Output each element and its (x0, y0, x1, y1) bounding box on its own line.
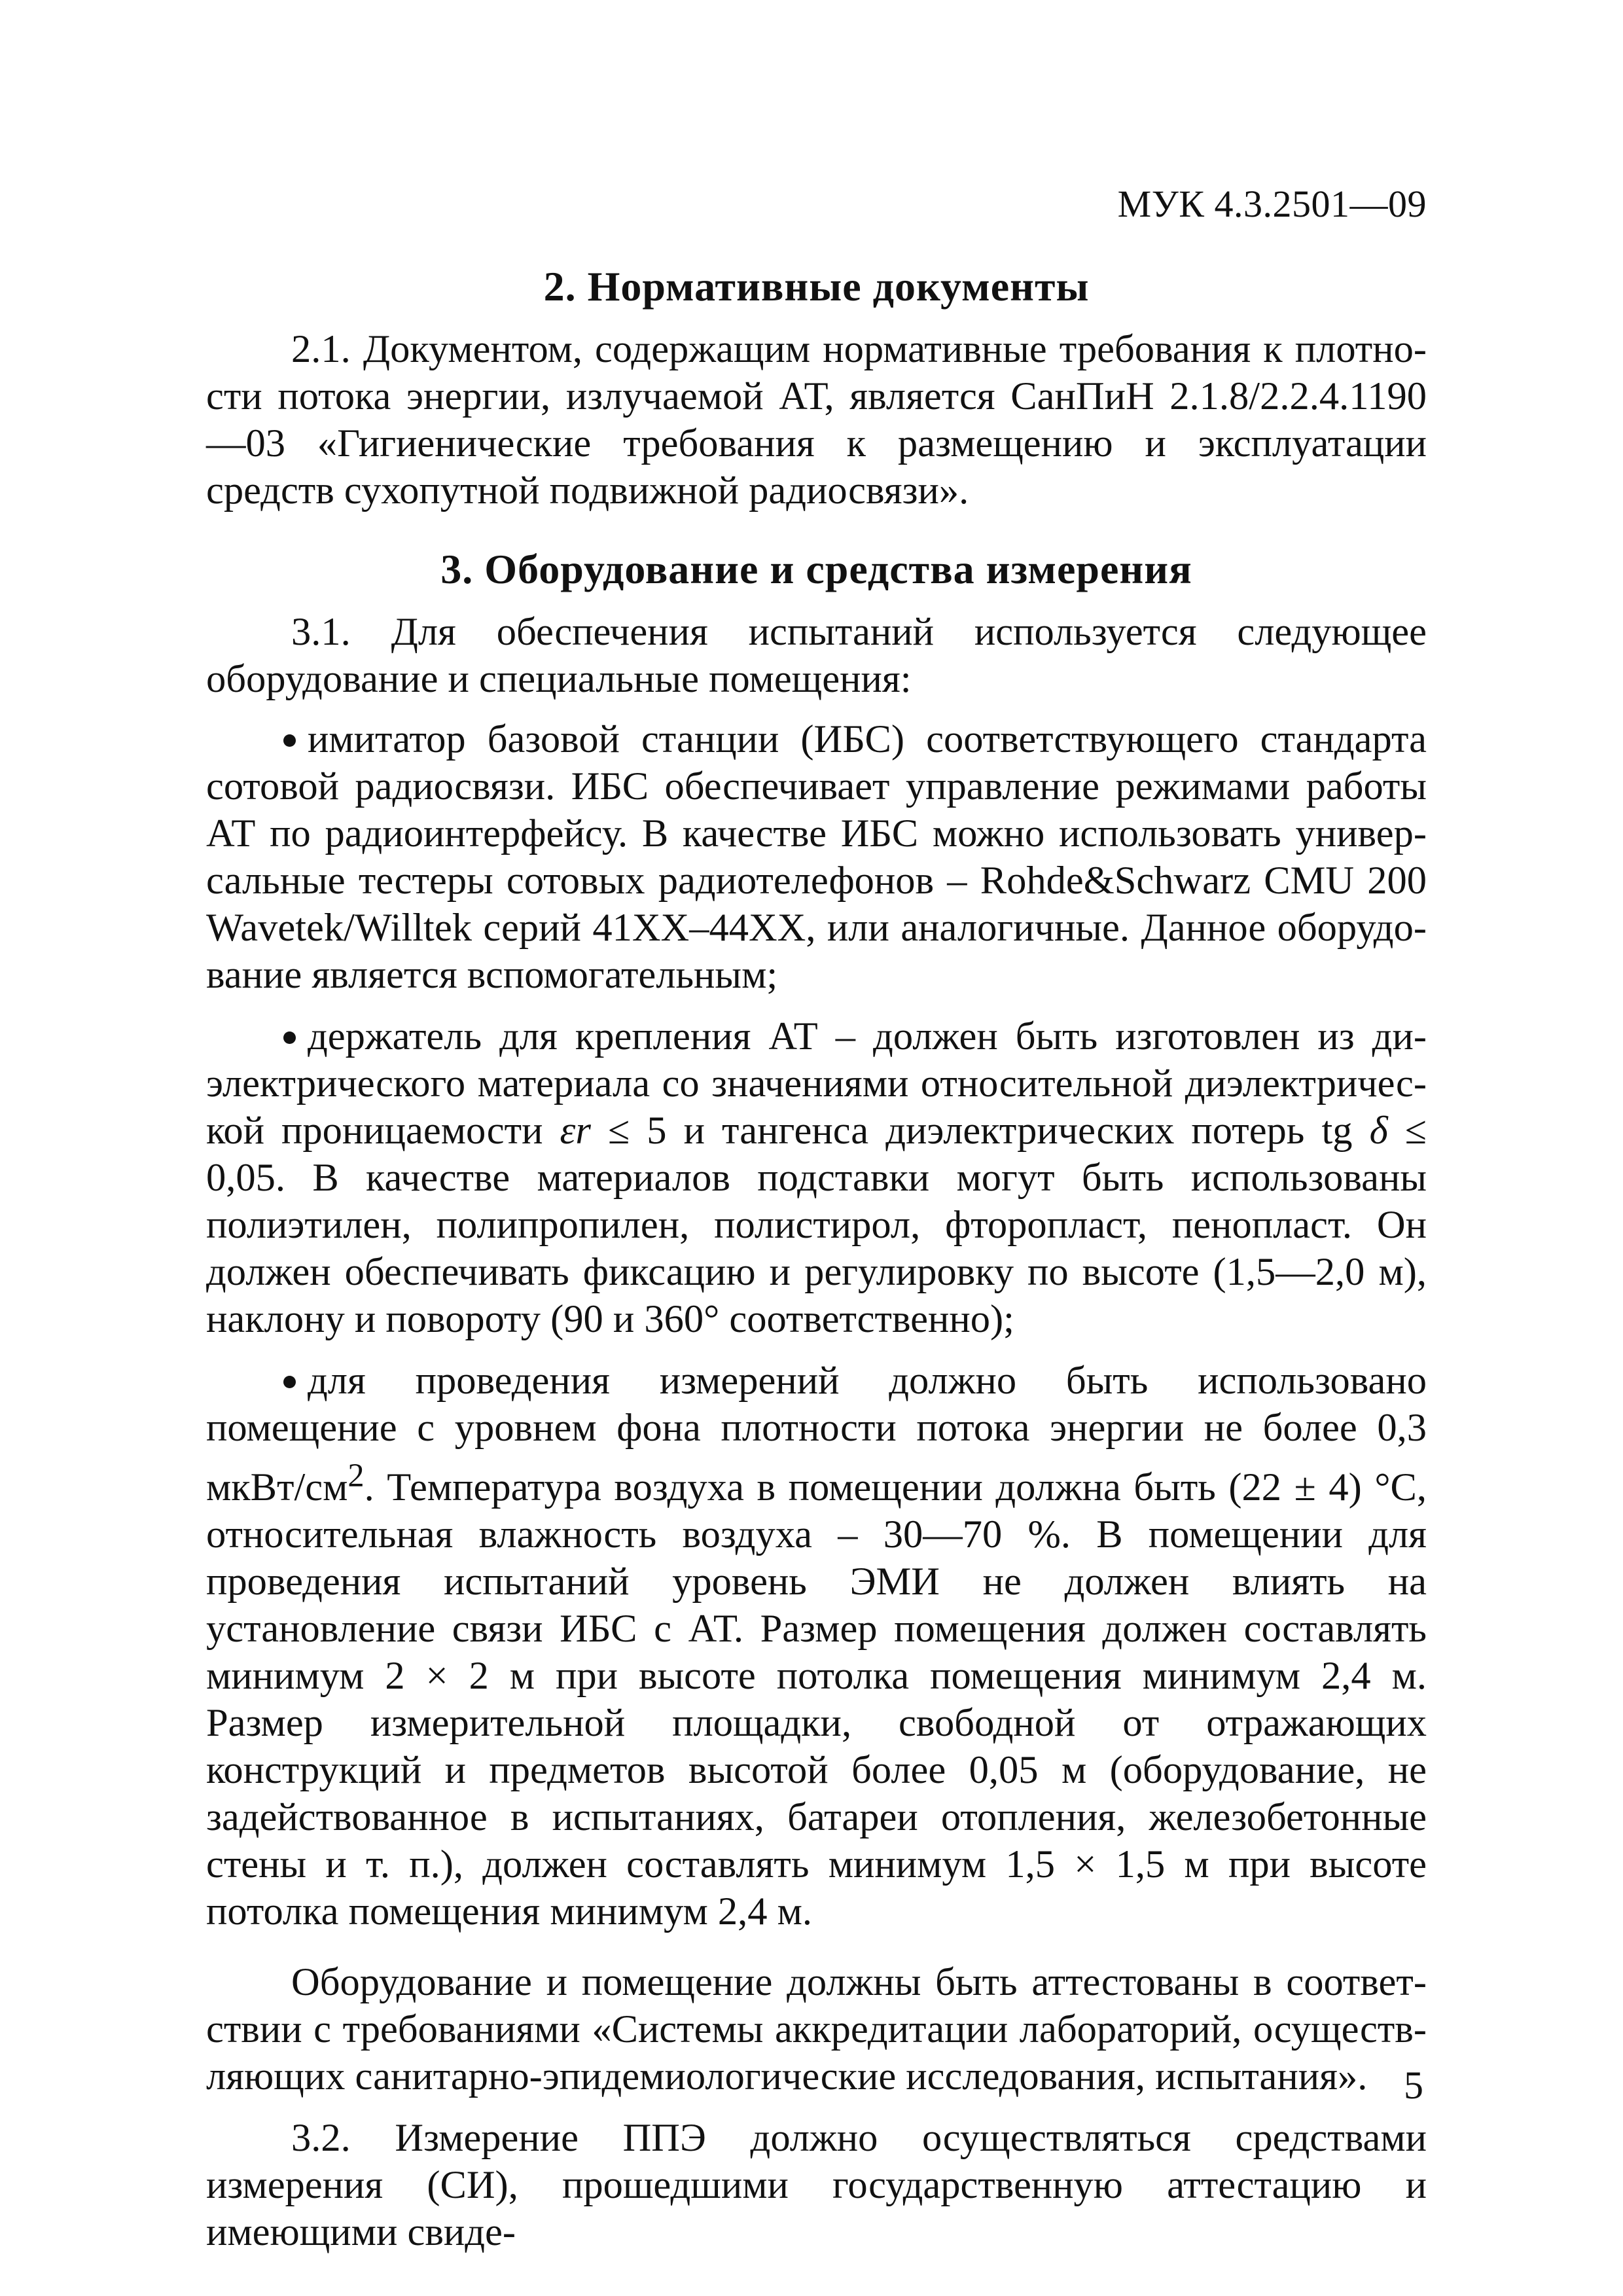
paragraph-2-1: 2.1. Документом, содержащим нормативные требования к плотности потока энергии, излучаемой АТ, является СанПиН 2.1.8/2.2.4.1190—03 «Гигиенические требования к размещению и эксплуатации средств сухопутной подвижной радиосвязи». (206, 327, 1427, 512)
bullet-icon (283, 734, 296, 747)
list-item (206, 1357, 1427, 1935)
list-item-text: . Температура воздуха в помещении должна быть (22 ± 4) °С, относительная влажность воздуха – 30—70 %. В помещении для проведения испытаний уровень ЭМИ не должен влиять на установление связи ИБС с АТ. Размер помещения должен составлять минимум 2 × 2 м при высоте потолка помещения минимум 2,4 м. Размер измерительной площадки, свободной от отражающих конструкций и предметов высотой более 0,05 м (оборудование, не задействованное в испытаниях, батареи отопления, железобетонные стены и т. п.), должен составлять минимум 1,5 × 1,5 м при высоте потолка помещения минимум 2,4 м. (206, 1465, 1427, 1934)
epsilon-symbol: εr (560, 1109, 591, 1153)
document-code-header: МУК 4.3.2501—09 (1117, 183, 1427, 225)
section-2-title: 2. Нормативные документы (543, 263, 1090, 310)
bullet-icon (283, 1031, 296, 1044)
list-item (206, 1013, 1427, 1343)
paragraph-accreditation: Оборудование и помещение должны быть аттестованы в соответствии с требованиями «Системы аккредитации лабораторий, осуществляющих санитарно-эпидемиологические исследования, испытания». (206, 1960, 1427, 2099)
paragraph-3-1: 3.1. Для обеспечения испытаний используется следующее оборудование и специальные помещения: (206, 610, 1427, 701)
delta-symbol: δ (1369, 1109, 1388, 1153)
list-item-text: имитатор базовой станции (ИБС) соответствующего стандарта сотовой радиосвязи. ИБС обеспечивает управление режимами работы АТ по радиоинтерфейсу. В качестве ИБС можно использовать универсальные тестеры сотовых радиотелефонов – Rohde&Schwarz CMU 200 Wavetek/Willtek серий 41XX–44XX, или аналогичные. Данное оборудование является вспомогательным; (206, 717, 1427, 997)
list-item-text: ≤ 5 и тангенса диэлектрических потерь tg (590, 1109, 1370, 1153)
list-item-text: ≤ 0,05. В качестве материалов подставки могут быть использованы полиэтилен, полипропилен, полистирол, фторопласт, пенопласт. Он должен обеспечивать фиксацию и регулировку по высоте (1,5—2,0 м), наклону и повороту (90 и 360° соответственно); (206, 1109, 1427, 1341)
list-item-text: держатель для крепления АТ – должен быть изготовлен из диэлектрического материала со значениями относительной диэлектрической проницаемости (206, 1014, 1427, 1153)
page-content (206, 262, 1427, 2256)
section-3-title: 3. Оборудование и средства измерения (440, 546, 1192, 592)
page-number: 5 (1404, 2064, 1423, 2107)
equipment-list (206, 716, 1427, 1935)
paragraph-3-2: 3.2. Измерение ППЭ должно осуществляться средствами измерения (СИ), прошедшими государственную аттестацию и имеющими свиде- (206, 2116, 1427, 2255)
bullet-icon (283, 1376, 296, 1388)
superscript: 2 (348, 1457, 365, 1494)
list-item (206, 716, 1427, 999)
list-item-text: для проведения измерений должно быть использовано помещение с уровнем фона плотности потока энергии не более 0,3 мкВт/см (206, 1359, 1427, 1510)
